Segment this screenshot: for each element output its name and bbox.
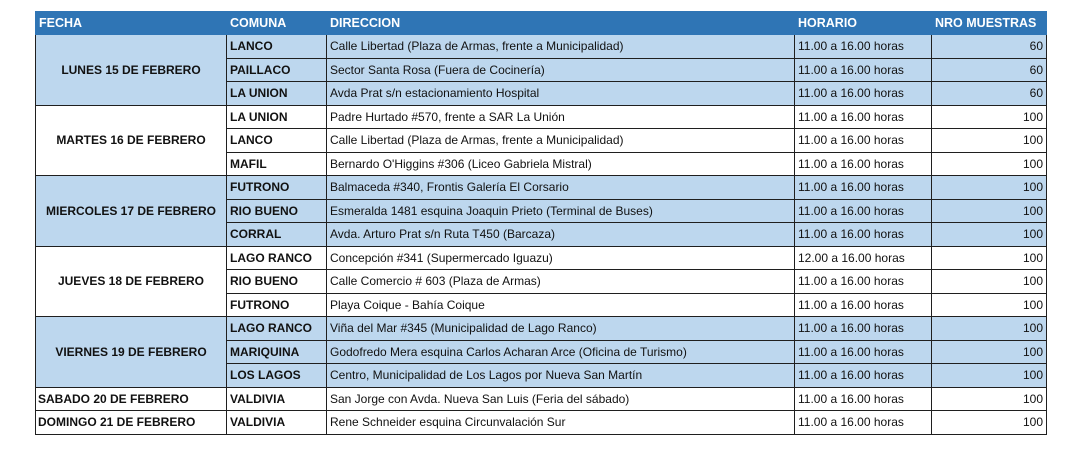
cell-comuna: FUTRONO: [227, 176, 327, 200]
cell-fecha: MIERCOLES 17 DE FEBRERO: [36, 176, 227, 247]
cell-direccion: Sector Santa Rosa (Fuera de Cocinería): [327, 58, 795, 82]
cell-comuna: MAFIL: [227, 152, 327, 176]
cell-horario: 11.00 a 16.00 horas: [795, 176, 932, 200]
table-row: [36, 176, 1047, 200]
cell-horario: 11.00 a 16.00 horas: [795, 270, 932, 294]
cell-fecha: SABADO 20 DE FEBRERO: [36, 387, 227, 411]
cell-comuna: LANCO: [227, 35, 327, 59]
cell-direccion: Calle Comercio # 603 (Plaza de Armas): [327, 270, 795, 294]
cell-direccion: San Jorge con Avda. Nueva San Luis (Feria del sábado): [327, 387, 795, 411]
cell-nro: 100: [932, 364, 1047, 388]
cell-comuna: RIO BUENO: [227, 199, 327, 223]
cell-direccion: Calle Libertad (Plaza de Armas, frente a Municipalidad): [327, 129, 795, 153]
schedule-table-container: [35, 11, 1046, 435]
cell-comuna: LOS LAGOS: [227, 364, 327, 388]
cell-horario: 11.00 a 16.00 horas: [795, 317, 932, 341]
table-row: [36, 411, 1047, 435]
table-row: [36, 35, 1047, 59]
cell-nro: 100: [932, 246, 1047, 270]
cell-direccion: Concepción #341 (Supermercado Iguazu): [327, 246, 795, 270]
cell-horario: 11.00 a 16.00 horas: [795, 58, 932, 82]
header-nro-muestras: NRO MUESTRAS: [932, 12, 1047, 35]
cell-fecha: DOMINGO 21 DE FEBRERO: [36, 411, 227, 435]
cell-horario: 11.00 a 16.00 horas: [795, 364, 932, 388]
cell-horario: 11.00 a 16.00 horas: [795, 152, 932, 176]
cell-nro: 100: [932, 411, 1047, 435]
cell-nro: 100: [932, 293, 1047, 317]
cell-comuna: LAGO RANCO: [227, 246, 327, 270]
cell-fecha: JUEVES 18 DE FEBRERO: [36, 246, 227, 317]
cell-direccion: Viña del Mar #345 (Municipalidad de Lago Ranco): [327, 317, 795, 341]
header-horario: HORARIO: [795, 12, 932, 35]
header-row: [36, 12, 1047, 35]
table-row: [36, 387, 1047, 411]
cell-direccion: Avda. Arturo Prat s/n Ruta T450 (Barcaza): [327, 223, 795, 247]
cell-direccion: Calle Libertad (Plaza de Armas, frente a Municipalidad): [327, 35, 795, 59]
cell-horario: 11.00 a 16.00 horas: [795, 293, 932, 317]
header-direccion: DIRECCION: [327, 12, 795, 35]
cell-nro: 100: [932, 176, 1047, 200]
header-comuna: COMUNA: [227, 12, 327, 35]
cell-comuna: PAILLACO: [227, 58, 327, 82]
cell-nro: 100: [932, 152, 1047, 176]
cell-fecha: LUNES 15 DE FEBRERO: [36, 35, 227, 106]
cell-comuna: LA UNION: [227, 105, 327, 129]
cell-horario: 11.00 a 16.00 horas: [795, 340, 932, 364]
cell-comuna: RIO BUENO: [227, 270, 327, 294]
cell-nro: 60: [932, 35, 1047, 59]
cell-fecha: MARTES 16 DE FEBRERO: [36, 105, 227, 176]
cell-comuna: LA UNION: [227, 82, 327, 106]
cell-nro: 60: [932, 82, 1047, 106]
cell-nro: 100: [932, 270, 1047, 294]
cell-nro: 100: [932, 105, 1047, 129]
cell-nro: 100: [932, 129, 1047, 153]
table-row: [36, 246, 1047, 270]
cell-horario: 11.00 a 16.00 horas: [795, 82, 932, 106]
cell-horario: 11.00 a 16.00 horas: [795, 223, 932, 247]
cell-nro: 100: [932, 387, 1047, 411]
cell-nro: 100: [932, 340, 1047, 364]
cell-nro: 60: [932, 58, 1047, 82]
cell-horario: 11.00 a 16.00 horas: [795, 199, 932, 223]
cell-horario: 11.00 a 16.00 horas: [795, 129, 932, 153]
cell-comuna: MARIQUINA: [227, 340, 327, 364]
cell-direccion: Rene Schneider esquina Circunvalación Sur: [327, 411, 795, 435]
cell-fecha: VIERNES 19 DE FEBRERO: [36, 317, 227, 388]
cell-direccion: Esmeralda 1481 esquina Joaquin Prieto (Terminal de Buses): [327, 199, 795, 223]
cell-nro: 100: [932, 223, 1047, 247]
cell-comuna: LAGO RANCO: [227, 317, 327, 341]
cell-direccion: Avda Prat s/n estacionamiento Hospital: [327, 82, 795, 106]
table-row: [36, 317, 1047, 341]
cell-direccion: Padre Hurtado #570, frente a SAR La Unión: [327, 105, 795, 129]
cell-nro: 100: [932, 199, 1047, 223]
cell-comuna: CORRAL: [227, 223, 327, 247]
header-fecha: FECHA: [36, 12, 227, 35]
cell-horario: 12.00 a 16.00 horas: [795, 246, 932, 270]
schedule-table: [35, 11, 1047, 435]
cell-direccion: Godofredo Mera esquina Carlos Acharan Arce (Oficina de Turismo): [327, 340, 795, 364]
cell-direccion: Centro, Municipalidad de Los Lagos por Nueva San Martín: [327, 364, 795, 388]
cell-direccion: Bernardo O'Higgins #306 (Liceo Gabriela Mistral): [327, 152, 795, 176]
cell-horario: 11.00 a 16.00 horas: [795, 387, 932, 411]
cell-comuna: LANCO: [227, 129, 327, 153]
cell-comuna: FUTRONO: [227, 293, 327, 317]
cell-direccion: Balmaceda #340, Frontis Galería El Corsario: [327, 176, 795, 200]
cell-direccion: Playa Coique - Bahía Coique: [327, 293, 795, 317]
cell-comuna: VALDIVIA: [227, 411, 327, 435]
cell-horario: 11.00 a 16.00 horas: [795, 411, 932, 435]
table-row: [36, 105, 1047, 129]
cell-nro: 100: [932, 317, 1047, 341]
cell-comuna: VALDIVIA: [227, 387, 327, 411]
schedule-body: [36, 35, 1047, 435]
cell-horario: 11.00 a 16.00 horas: [795, 105, 932, 129]
cell-horario: 11.00 a 16.00 horas: [795, 35, 932, 59]
